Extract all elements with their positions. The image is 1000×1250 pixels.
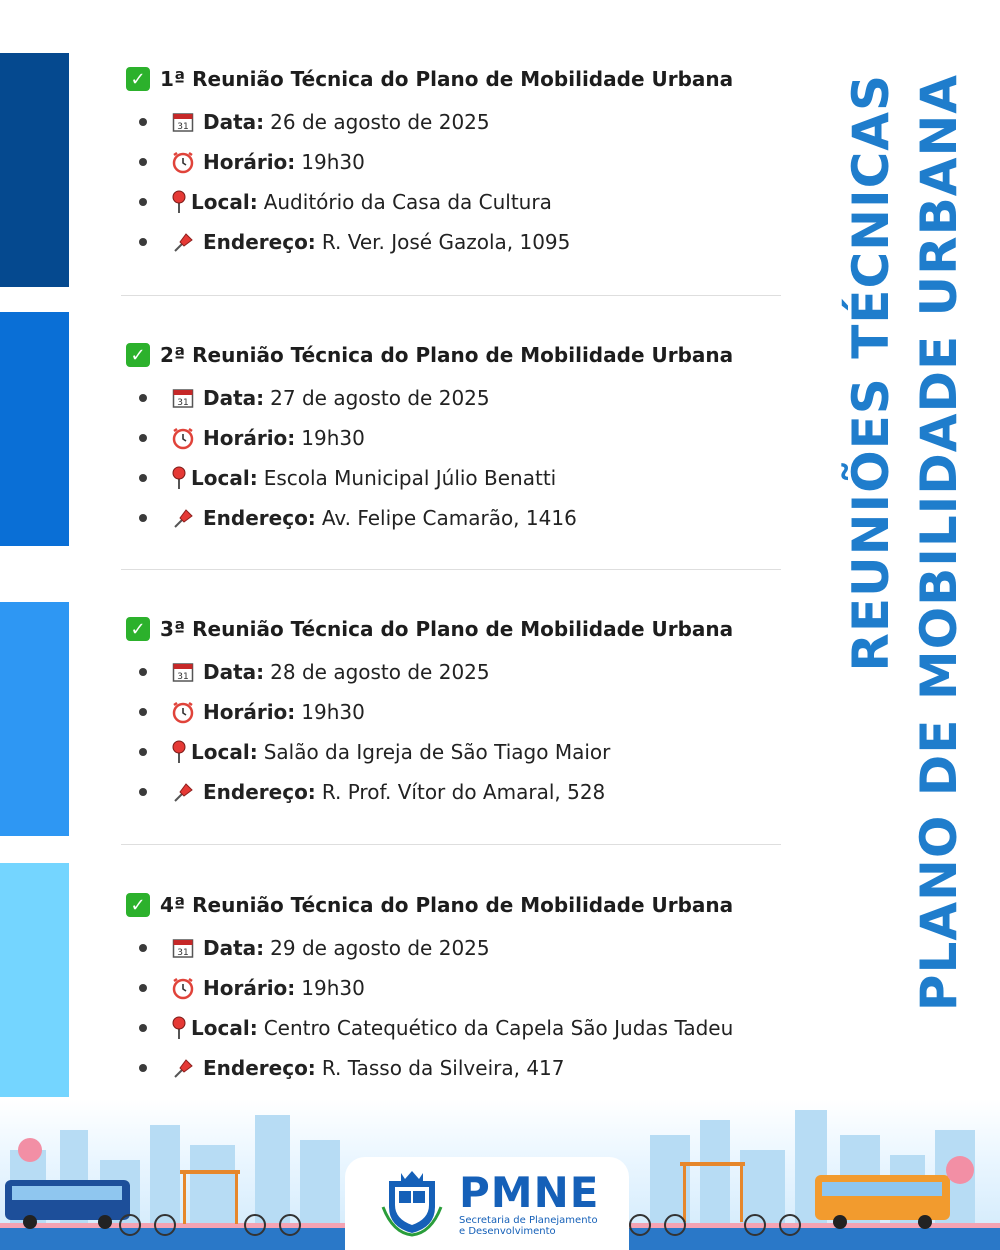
time-item xyxy=(126,692,786,732)
bullet xyxy=(139,788,147,796)
calendar-icon xyxy=(171,386,195,410)
date-item xyxy=(126,928,786,968)
time-item xyxy=(126,142,786,182)
round-pushpin-icon xyxy=(171,1016,187,1040)
date-item xyxy=(126,652,786,692)
address-item xyxy=(126,1048,786,1088)
bullet xyxy=(139,474,147,482)
address-value: Av. Felipe Camarão, 1416 xyxy=(321,506,577,530)
coat-of-arms-icon xyxy=(381,1167,443,1241)
bullet xyxy=(139,1064,147,1072)
city-illustration xyxy=(0,1100,1000,1250)
svg-text:31: 31 xyxy=(177,122,189,132)
bullet xyxy=(139,708,147,716)
address-item xyxy=(126,772,786,812)
brand-name: PMNE xyxy=(459,1167,600,1217)
bullet xyxy=(139,1024,147,1032)
place-value: Centro Catequético da Capela São Judas Tadeu xyxy=(263,1016,734,1040)
address-label: Endereço: xyxy=(203,780,316,804)
meeting-title xyxy=(126,340,786,370)
date-value: 28 de agosto de 2025 xyxy=(270,660,490,684)
place-label: Local: xyxy=(191,466,258,490)
calendar-icon xyxy=(171,660,195,684)
vertical-title xyxy=(835,70,975,1090)
alarm-clock-icon xyxy=(171,150,195,174)
bullet xyxy=(139,748,147,756)
time-label: Horário: xyxy=(203,150,296,174)
check-icon: ✓ xyxy=(126,617,150,641)
meeting-title xyxy=(126,64,786,94)
brand-subtitle-line2: e Desenvolvimento xyxy=(459,1225,556,1237)
place-item xyxy=(126,1008,786,1048)
time-item xyxy=(126,418,786,458)
date-label: Data: xyxy=(203,110,265,134)
time-value: 19h30 xyxy=(301,426,365,450)
check-icon: ✓ xyxy=(126,67,150,91)
address-label: Endereço: xyxy=(203,506,316,530)
bullet xyxy=(139,944,147,952)
meeting-1 xyxy=(126,64,786,262)
calendar-icon xyxy=(171,110,195,134)
accent-bar-2 xyxy=(0,312,69,546)
address-value: R. Tasso da Silveira, 417 xyxy=(321,1056,565,1080)
pushpin-icon xyxy=(171,506,195,530)
time-value: 19h30 xyxy=(301,700,365,724)
svg-text:31: 31 xyxy=(177,398,189,408)
address-label: Endereço: xyxy=(203,230,316,254)
bullet xyxy=(139,238,147,246)
date-item xyxy=(126,378,786,418)
check-icon: ✓ xyxy=(126,893,150,917)
alarm-clock-icon xyxy=(171,976,195,1000)
date-value: 26 de agosto de 2025 xyxy=(270,110,490,134)
address-label: Endereço: xyxy=(203,1056,316,1080)
place-label: Local: xyxy=(191,740,258,764)
date-label: Data: xyxy=(203,936,265,960)
place-item xyxy=(126,732,786,772)
brand-subtitle-line1: Secretaria de Planejamento xyxy=(459,1214,598,1226)
pushpin-icon xyxy=(171,1056,195,1080)
calendar-icon xyxy=(171,936,195,960)
place-value: Auditório da Casa da Cultura xyxy=(263,190,552,214)
pushpin-icon xyxy=(171,780,195,804)
place-label: Local: xyxy=(191,190,258,214)
bullet xyxy=(139,668,147,676)
check-icon: ✓ xyxy=(126,343,150,367)
address-value: R. Prof. Vítor do Amaral, 528 xyxy=(321,780,606,804)
date-value: 27 de agosto de 2025 xyxy=(270,386,490,410)
time-value: 19h30 xyxy=(301,150,365,174)
place-label: Local: xyxy=(191,1016,258,1040)
time-label: Horário: xyxy=(203,700,296,724)
bullet xyxy=(139,118,147,126)
meeting-2 xyxy=(126,340,786,538)
meeting-4 xyxy=(126,890,786,1088)
date-label: Data: xyxy=(203,386,265,410)
place-value: Escola Municipal Júlio Benatti xyxy=(263,466,557,490)
bullet xyxy=(139,984,147,992)
date-value: 29 de agosto de 2025 xyxy=(270,936,490,960)
time-label: Horário: xyxy=(203,976,296,1000)
alarm-clock-icon xyxy=(171,426,195,450)
bullet xyxy=(139,198,147,206)
meeting-title-text: 3ª Reunião Técnica do Plano de Mobilidade Urbana xyxy=(160,617,734,641)
meeting-title-text: 1ª Reunião Técnica do Plano de Mobilidade Urbana xyxy=(160,67,734,91)
round-pushpin-icon xyxy=(171,466,187,490)
time-label: Horário: xyxy=(203,426,296,450)
bullet xyxy=(139,158,147,166)
place-value: Salão da Igreja de São Tiago Maior xyxy=(263,740,611,764)
pushpin-icon xyxy=(171,230,195,254)
accent-bar-4 xyxy=(0,863,69,1097)
time-value: 19h30 xyxy=(301,976,365,1000)
svg-text:31: 31 xyxy=(177,948,189,958)
place-item xyxy=(126,182,786,222)
divider xyxy=(121,569,781,570)
vertical-title-line2: PLANO DE MOBILIDADE URBANA xyxy=(910,74,968,1012)
date-label: Data: xyxy=(203,660,265,684)
place-item xyxy=(126,458,786,498)
divider xyxy=(121,295,781,296)
divider xyxy=(121,844,781,845)
meeting-3 xyxy=(126,614,786,812)
round-pushpin-icon xyxy=(171,190,187,214)
bullet xyxy=(139,434,147,442)
date-item xyxy=(126,102,786,142)
bullet xyxy=(139,514,147,522)
time-item xyxy=(126,968,786,1008)
alarm-clock-icon xyxy=(171,700,195,724)
accent-bar-1 xyxy=(0,53,69,287)
bullet xyxy=(139,394,147,402)
address-value: R. Ver. José Gazola, 1095 xyxy=(321,230,571,254)
address-item xyxy=(126,498,786,538)
svg-text:31: 31 xyxy=(177,672,189,682)
address-item xyxy=(126,222,786,262)
meeting-title xyxy=(126,890,786,920)
round-pushpin-icon xyxy=(171,740,187,764)
meeting-title-text: 2ª Reunião Técnica do Plano de Mobilidade Urbana xyxy=(160,343,734,367)
footer-logo-card xyxy=(345,1157,629,1250)
meeting-title xyxy=(126,614,786,644)
vertical-title-line1: REUNIÕES TÉCNICAS xyxy=(842,74,900,672)
accent-bar-3 xyxy=(0,602,69,836)
meeting-title-text: 4ª Reunião Técnica do Plano de Mobilidade Urbana xyxy=(160,893,734,917)
